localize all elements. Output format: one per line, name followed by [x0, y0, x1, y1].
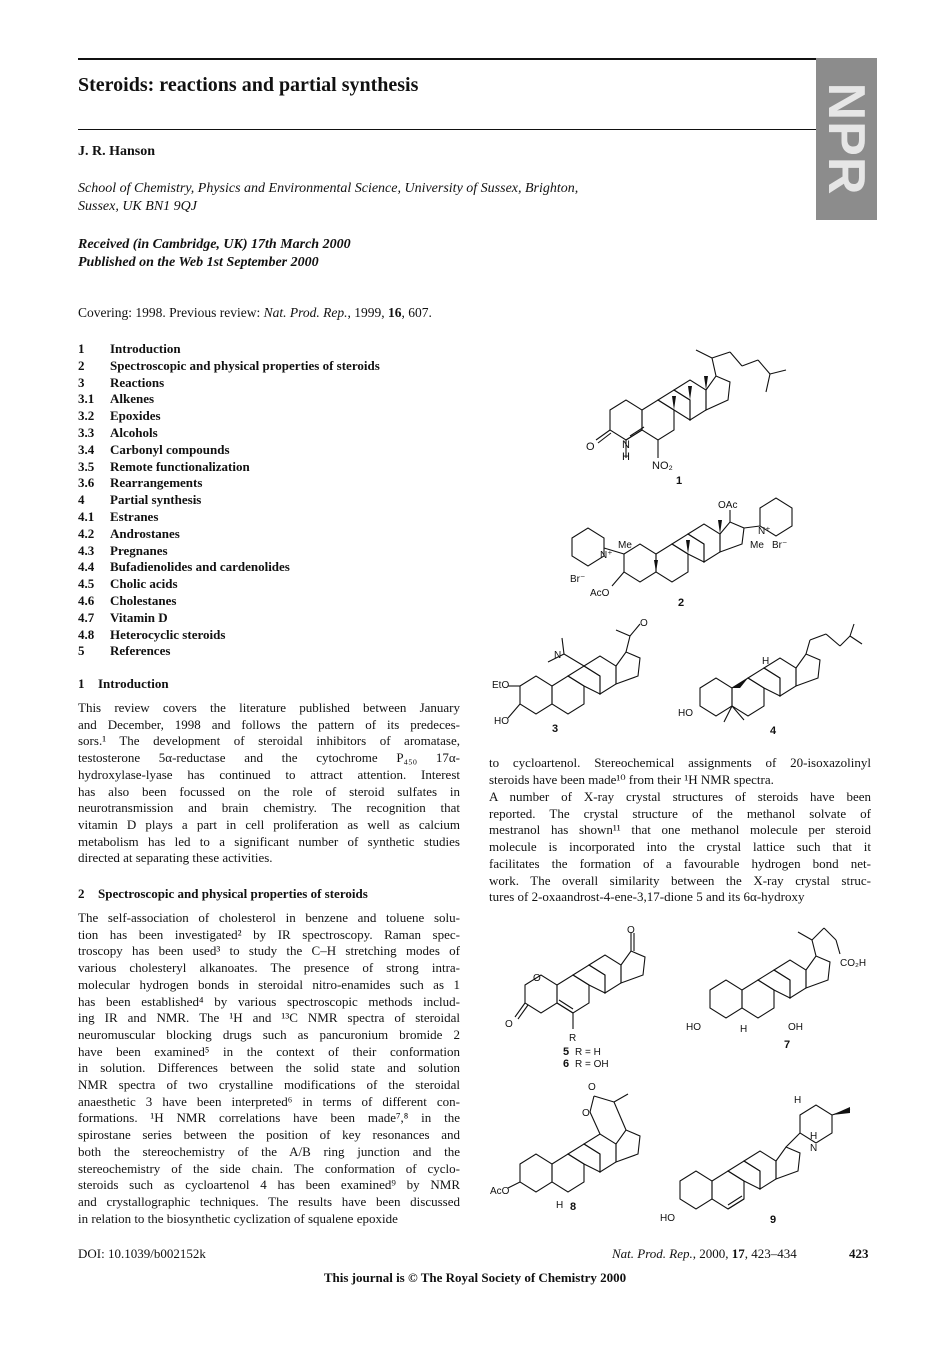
structure-5-6-drawing	[505, 925, 705, 1075]
compound-number: 4	[770, 725, 777, 737]
text-line: and crystallographic techniques. The results have been discussed	[78, 1193, 460, 1209]
text-line: neurotransmission and brain chemistry. The recognition that	[78, 800, 460, 816]
text-line: various cholesteryl alkanoates. The presence of strong intra-	[78, 960, 460, 976]
label-h: H	[762, 656, 770, 667]
compound-number: 8	[570, 1201, 577, 1213]
section-number: 2	[78, 886, 85, 901]
xray-paragraph	[489, 789, 871, 906]
toc-number: 4.8	[78, 626, 95, 642]
text-line: directed at separating these activities.	[78, 850, 273, 866]
footer-citation	[612, 1246, 797, 1262]
toc-label: Carbonyl compounds	[110, 441, 230, 457]
label-n: N	[622, 439, 630, 451]
label-n: N	[554, 650, 562, 661]
text-line: molecular hydrogen bonds in steroidal nitro-enamides such as 1	[78, 976, 460, 992]
text-line: and December, 1998 and follows the pattern of its predeces-	[78, 716, 460, 732]
text-line: stereochemistry of the side chain. The conformation of cyclo-	[78, 1160, 460, 1176]
section-number: 1	[78, 676, 85, 691]
label-br-2: Br⁻	[772, 540, 788, 551]
introduction-paragraph	[78, 700, 460, 867]
label-h: H	[622, 451, 630, 463]
label-me: Me	[618, 540, 632, 551]
label-eto: EtO	[492, 680, 510, 691]
toc-item	[78, 627, 380, 644]
structure-4	[678, 630, 880, 740]
toc-number: 4.5	[78, 576, 95, 592]
toc-item	[78, 509, 380, 526]
text-line: in relation to the biosynthetic cyclization of squalene epoxide	[78, 1210, 398, 1226]
toc-item	[78, 408, 380, 425]
label-h-top: H	[794, 1095, 802, 1106]
label-aco: AcO	[590, 588, 610, 599]
structure-9-drawing	[660, 1085, 880, 1230]
toc-number: 4	[78, 492, 85, 508]
text-line: anaesthetic 3 have been interpreted⁶ in terms of different con-	[78, 1093, 460, 1109]
toc-item	[78, 475, 380, 492]
text-line: facilitates the formation of a favourable hydrogen bond net-	[489, 855, 871, 871]
label-no2: NO₂	[652, 460, 673, 472]
text-line: tures of 2-oxaandrost-4-ene-3,17-dione 5 and its 6α-hydroxy	[489, 889, 805, 905]
label-ho: HO	[678, 708, 693, 719]
page-number: 423	[849, 1246, 869, 1261]
journal-logo	[816, 58, 877, 220]
text-line: neuromuscular blocking drugs such as pancuronium bromide 2	[78, 1026, 460, 1042]
covering-note	[78, 305, 432, 321]
toc-number: 4.3	[78, 542, 95, 558]
label-r-h: R = H	[575, 1047, 601, 1058]
label-ring-o: O	[533, 973, 541, 984]
label-o: O	[586, 441, 595, 453]
published-date: Published on the Web 1st September 2000	[78, 255, 319, 270]
text-line: vitamin D plays a part in cell proliferation as well as calcium	[78, 816, 460, 832]
label-r-oh: R = OH	[575, 1059, 609, 1070]
toc-item	[78, 559, 380, 576]
structure-2	[562, 498, 802, 613]
toc-label: Alkenes	[110, 391, 155, 407]
text-line: ing IR and NMR. The ¹H and ¹³C NMR spectra of steroidal	[78, 1010, 460, 1026]
text-line: work. The overall similarity between the X-ray crystal struc-	[489, 872, 871, 888]
toc-number: 3.2	[78, 408, 95, 424]
text-line: This review covers the literature published between January	[78, 700, 460, 715]
text-line: NMR spectra of two crystalline modifications of the steroidal	[78, 1077, 460, 1093]
compound-number: 7	[784, 1039, 791, 1051]
toc-label: Cholestanes	[110, 592, 177, 608]
text-line: sors.¹ The development of steroidal inhibitors of aromatase,	[78, 733, 460, 749]
covering-prefix: Covering: 1998. Previous review:	[78, 305, 264, 320]
label-oac: OAc	[718, 500, 738, 511]
toc-number: 3.1	[78, 391, 95, 407]
toc-label: Partial synthesis	[110, 492, 202, 508]
compound-number-6: 6	[563, 1058, 570, 1070]
covering-suffix: , 1999, 16, 607.	[347, 305, 432, 320]
structure-1	[580, 340, 810, 490]
text-line: to cycloartenol. Stereochemical assignments of 20-isoxazolinyl	[489, 755, 871, 770]
toc-item	[78, 341, 380, 358]
text-line: troscopy has been used³ to study the C–H stretching modes of	[78, 943, 460, 959]
compound-number: 2	[678, 597, 685, 609]
toc-label: Bufadienolides and cardenolides	[110, 559, 290, 575]
dates	[78, 236, 351, 272]
label-ketone-o: O	[627, 925, 635, 936]
title-rule	[78, 129, 816, 130]
text-line: steroids such as cycloartenol 4 has been examined⁹ by NMR	[78, 1177, 460, 1193]
label-me-2: Me	[750, 540, 764, 551]
text-line: testosterone 5α-reductase and the cytochrome P₄₅₀ 17α-	[78, 750, 460, 766]
label-carbonyl-o: O	[588, 1082, 596, 1093]
label-n-plus: N⁺	[600, 550, 613, 561]
toc-label: Pregnanes	[110, 542, 168, 558]
toc-label: Reactions	[110, 374, 165, 390]
label-ring-o: O	[582, 1108, 590, 1119]
toc-item	[78, 425, 380, 442]
toc-label: Epoxides	[110, 408, 161, 424]
structure-1-drawing	[580, 340, 810, 490]
label-r: R	[569, 1033, 577, 1044]
toc-label: Introduction	[110, 341, 181, 356]
toc-number: 3.5	[78, 458, 95, 474]
structure-7-drawing	[686, 920, 880, 1060]
toc-label: Cholic acids	[110, 576, 178, 592]
text-line: The self-association of cholesterol in benzene and toluene solu-	[78, 910, 460, 925]
structure-3-drawing	[490, 612, 680, 742]
text-line: tion has been investigated² by IR spectroscopy. Raman spec-	[78, 926, 460, 942]
text-line: reported. The crystal structure of the methanol solvate of	[489, 805, 871, 821]
structure-7	[686, 920, 880, 1060]
toc-item	[78, 576, 380, 593]
text-line: hydroxylase-lyase has continued to attract attention. Interest	[78, 766, 460, 782]
text-line: in solution. Differences between the solid state and solution	[78, 1060, 460, 1076]
toc-item	[78, 442, 380, 459]
text-line: mestranol has shown¹¹ that one methanol molecule per steroid	[489, 822, 871, 838]
label-h: H	[556, 1200, 564, 1211]
toc-item	[78, 358, 380, 375]
table-of-contents	[78, 341, 380, 660]
toc-item	[78, 543, 380, 560]
text-line: have been examined⁵ in the context of their conformation	[78, 1043, 460, 1059]
structure-9	[660, 1085, 880, 1230]
author: J. R. Hanson	[78, 144, 156, 159]
text-line: formations. ¹H NMR correlations have been made⁷,⁸ in the	[78, 1110, 460, 1126]
footer-doi: DOI: 10.1039/b002152k	[78, 1246, 206, 1261]
toc-number: 3.6	[78, 475, 95, 491]
toc-label: Spectroscopic and physical properties of steroids	[110, 357, 380, 373]
toc-number: 4.1	[78, 508, 95, 524]
label-ho: HO	[686, 1022, 701, 1033]
toc-label: Estranes	[110, 508, 159, 524]
label-ho: HO	[494, 716, 509, 727]
toc-number: 4.7	[78, 609, 95, 625]
toc-number: 3.4	[78, 441, 95, 457]
label-h: H	[740, 1024, 748, 1035]
toc-number: 4.2	[78, 525, 95, 541]
toc-label: Rearrangements	[110, 475, 203, 491]
label-br: Br⁻	[570, 574, 586, 585]
toc-number: 5	[78, 643, 85, 659]
section-heading-introduction	[78, 676, 169, 692]
structure-5-6	[505, 925, 705, 1075]
toc-label: References	[110, 643, 171, 659]
copyright: This journal is © The Royal Society of Chemistry 2000	[323, 1270, 627, 1285]
text-line: metabolism has led to a significant number of synthetic studies	[78, 833, 460, 849]
toc-item	[78, 391, 380, 408]
label-n-plus-2: N⁺	[758, 526, 771, 537]
label-lactone-o: O	[505, 1019, 513, 1030]
toc-number: 4.4	[78, 559, 95, 575]
article-title: Steroids: reactions and partial synthesis	[78, 74, 419, 96]
text-line: spirostane series between the position of key resonances and	[78, 1127, 460, 1143]
right-column-paragraph	[489, 755, 871, 788]
toc-label: Heterocyclic steroids	[110, 626, 226, 642]
label-ho: HO	[660, 1213, 675, 1224]
affiliation	[78, 180, 678, 216]
structure-2-drawing	[562, 498, 802, 613]
toc-label: Androstanes	[110, 525, 180, 541]
label-o: O	[640, 618, 648, 629]
toc-number: 3	[78, 374, 85, 390]
label-h-n: H	[810, 1131, 818, 1142]
structure-3	[490, 612, 680, 742]
spectroscopic-paragraph	[78, 910, 460, 1227]
affiliation-line: Sussex, UK BN1 9QJ	[78, 199, 197, 214]
toc-item	[78, 643, 380, 660]
toc-item	[78, 492, 380, 509]
section-title: Spectroscopic and physical properties of steroids	[98, 886, 368, 901]
compound-number: 1	[676, 475, 683, 487]
toc-item	[78, 610, 380, 627]
structure-4-drawing	[678, 630, 880, 740]
text-line: both the stereochemistry of the A/B ring junction and the	[78, 1143, 460, 1159]
toc-number: 2	[78, 357, 85, 373]
compound-number: 3	[552, 723, 559, 735]
toc-number: 3.3	[78, 424, 95, 440]
text-line: has also been focussed on the role of steroid sulfates in	[78, 783, 460, 799]
toc-label: Remote functionalization	[110, 458, 250, 474]
toc-item	[78, 593, 380, 610]
toc-item	[78, 459, 380, 476]
compound-number-5: 5	[563, 1046, 570, 1058]
logo-text: NPR	[817, 82, 875, 196]
toc-number: 4.6	[78, 592, 95, 608]
text-line: A number of X-ray crystal structures of steroids have been	[489, 789, 871, 804]
text-line: has been established⁴ by various spectroscopic methods includ-	[78, 993, 460, 1009]
toc-number: 1	[78, 341, 85, 356]
compound-number: 9	[770, 1214, 777, 1226]
covering-journal: Nat. Prod. Rep.	[263, 305, 348, 320]
toc-label: Vitamin D	[110, 609, 168, 625]
affiliation-line: School of Chemistry, Physics and Environmental Science, University of Sussex, Brighton,	[78, 181, 579, 196]
citation-journal: Nat. Prod. Rep.	[612, 1246, 693, 1261]
received-date: Received (in Cambridge, UK) 17th March 2000	[78, 237, 351, 252]
label-oh: OH	[788, 1022, 803, 1033]
section-title: Introduction	[98, 676, 169, 691]
label-n: N	[810, 1143, 818, 1154]
section-heading-spectroscopic	[78, 886, 368, 902]
text-line: molecule is incorporated into the crystal lattice such that it	[489, 839, 871, 855]
text-line: steroids have been made¹⁰ from their ¹H NMR spectra.	[489, 771, 774, 787]
label-co2h: CO₂H	[840, 958, 867, 969]
label-aco: AcO	[490, 1186, 510, 1197]
citation-rest: , 2000, 17, 423–434	[692, 1246, 797, 1261]
top-rule	[78, 58, 816, 60]
toc-item	[78, 526, 380, 543]
toc-label: Alcohols	[110, 424, 158, 440]
toc-item	[78, 375, 380, 392]
